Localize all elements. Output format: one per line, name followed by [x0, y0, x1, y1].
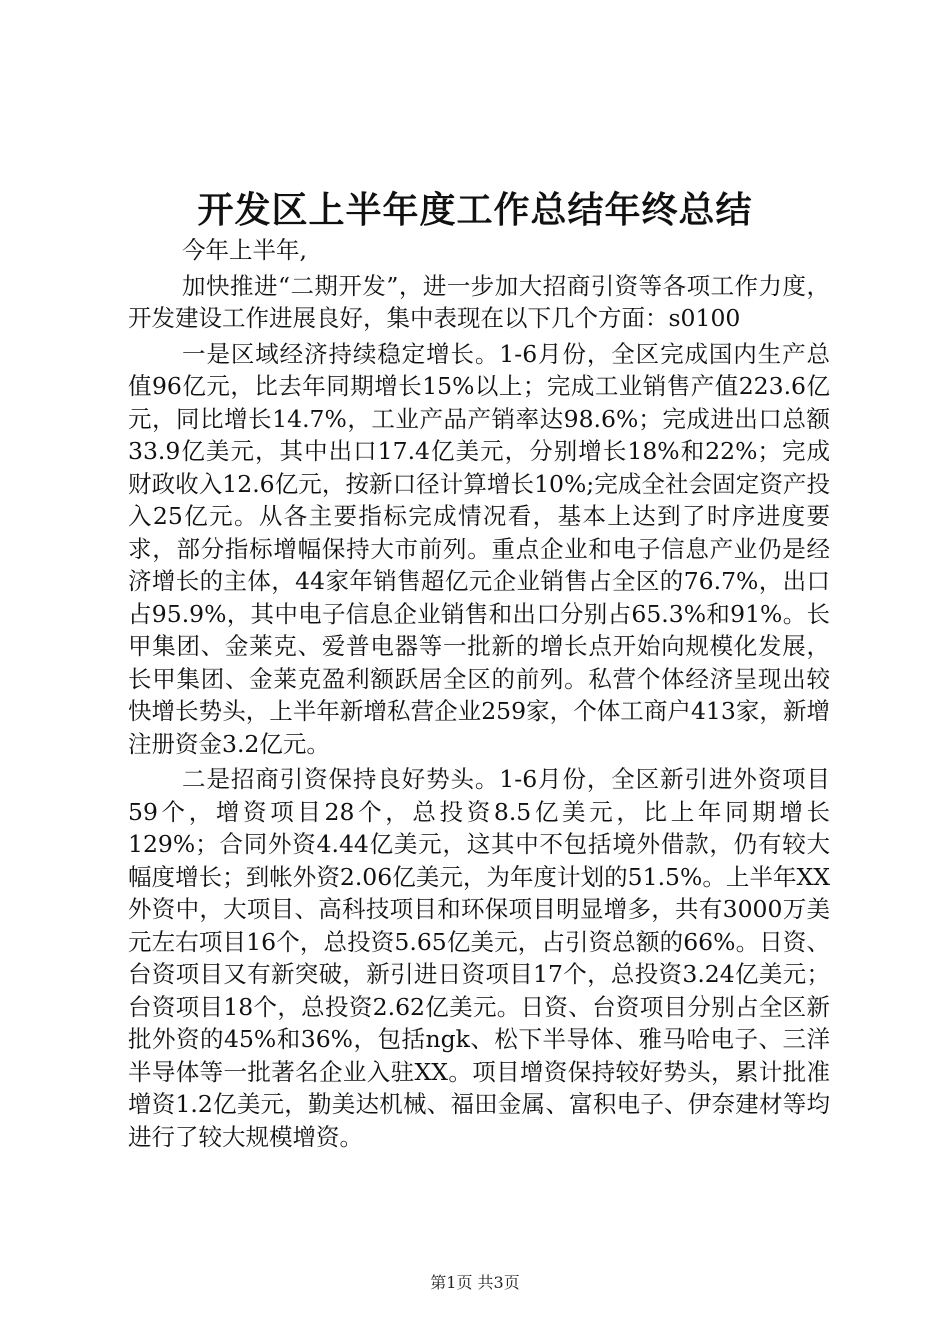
document-body	[128, 234, 830, 1156]
paragraph-overview: 加快推进“二期开发”，进一步加大招商引资等各项工作力度，开发建设工作进展良好，集中表现在以下几个方面：s0100	[128, 271, 830, 332]
paragraph-economy: 一是区域经济持续稳定增长。1-6月份，全区完成国内生产总值96亿元，比去年同期增长15%以上；完成工业销售产值223.6亿元，同比增长14.7%，工业产品产销率达98.6%；完成进出口总额33.9亿美元，其中出口17.4亿美元，分别增长18%和22%；完成财政收入12.6亿元，按新口径计算增长10%;完成全社会固定资产投入25亿元。从各主要指标完成情况看，基本上达到了时序进度要求，部分指标增幅保持大市前列。重点企业和电子信息产业仍是经济增长的主体，44家年销售超亿元企业销售占全区的76.7%，出口占95.9%，其中电子信息企业销售和出口分别占65.3%和91%。长甲集团、金莱克、爱普电器等一批新的增长点开始向规模化发展，长甲集团、金莱克盈利额跃居全区的前列。私营个体经济呈现出较快增长势头，上半年新增私营企业259家，个体工商户413家，新增注册资金3.2亿元。	[128, 339, 830, 758]
page-footer: 第1页 共3页	[430, 1273, 520, 1292]
paragraph-intro: 今年上半年,	[182, 236, 308, 264]
document-title: 开发区上半年度工作总结年终总结	[197, 189, 753, 231]
paragraph-investment: 二是招商引资保持良好势头。1-6月份，全区新引进外资项目59个，增资项目28个，总投资8.5亿美元，比上年同期增长129%；合同外资4.44亿美元，这其中不包括境外借款，仍有较大幅度增长；到帐外资2.06亿美元，为年度计划的51.5%。上半年XX外资中，大项目、高科技项目和环保项目明显增多，共有3000万美元左右项目16个，总投资5.65亿美元，占引资总额的66%。日资、台资项目又有新突破，新引进日资项目17个，总投资3.24亿美元；台资项目18个，总投资2.62亿美元。日资、台资项目分别占全区新批外资的45%和36%，包括ngk、松下半导体、雅马哈电子、三洋半导体等一批著名企业入驻XX。项目增资保持较好势头，累计批准增资1.2亿美元，勤美达机械、福田金属、富积电子、伊奈建材等均进行了较大规模增资。	[128, 765, 830, 1151]
